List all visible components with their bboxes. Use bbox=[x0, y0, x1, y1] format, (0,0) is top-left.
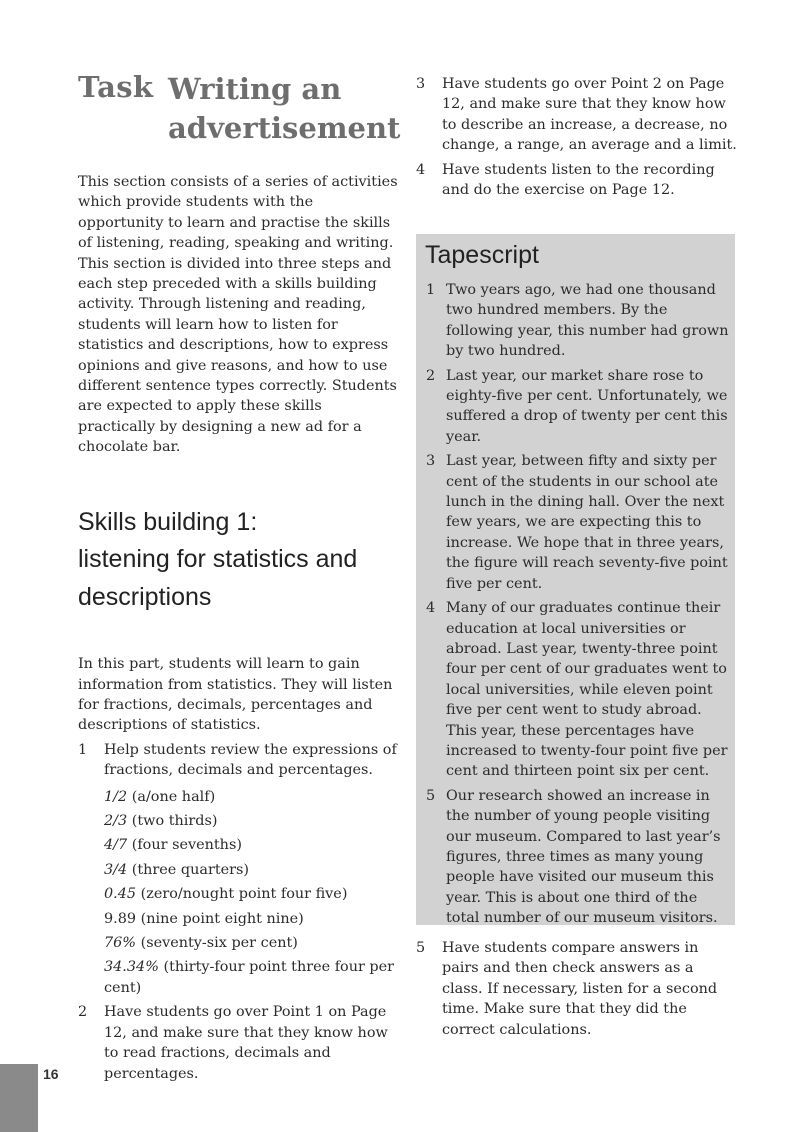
skills-intro: In this part, students will learn to gain information from statistics. They will listen for fractions, decimals, percentages and descriptions of statistics. bbox=[78, 656, 393, 734]
step-text: Have students go over Point 2 on Page 12, and make sure that they know how to describe an increase, a decrease, no change, a range, an average and a limit. bbox=[442, 76, 737, 154]
skills-heading-line-1: Skills building 1: bbox=[78, 507, 258, 536]
tapescript-text: Two years ago, we had one thousand two hundred members. By the following year, this number had grown by two hundred. bbox=[446, 282, 729, 360]
step-number: 1 bbox=[78, 741, 88, 758]
expression-value: 3/4 bbox=[104, 861, 128, 878]
task-name: Writing an advertisement bbox=[168, 72, 401, 145]
list-item bbox=[78, 1002, 398, 1084]
tapescript-list bbox=[416, 280, 735, 929]
list-item bbox=[416, 938, 738, 1040]
expressions-list bbox=[104, 787, 398, 999]
list-item bbox=[416, 160, 738, 201]
task-label: Task bbox=[78, 70, 154, 104]
expression-value: 2/3 bbox=[104, 813, 128, 830]
step-text: Have students listen to the recording and do the exercise on Page 12. bbox=[442, 161, 715, 199]
skills-heading-line-3: descriptions bbox=[78, 582, 212, 611]
list-item bbox=[104, 909, 398, 929]
list-item bbox=[426, 786, 731, 929]
task-title bbox=[78, 70, 401, 150]
expression-reading: (seventy-six per cent) bbox=[136, 935, 298, 952]
expression-value: 76% bbox=[104, 935, 136, 952]
page-number: 16 bbox=[43, 1066, 59, 1082]
step-number: 5 bbox=[416, 940, 426, 956]
expression-value: 4/7 bbox=[104, 837, 128, 854]
expression-value: 1/2 bbox=[104, 788, 128, 805]
tapescript-text: Last year, between fifty and sixty per cent of the students in our school ate lunch in the dining hall. Over the next few years, we are expecting this to increase. We hope that in three years, the figure will reach seventy-five point five per cent. bbox=[446, 453, 728, 592]
left-column bbox=[78, 70, 401, 1088]
list-item bbox=[426, 280, 731, 362]
list-item bbox=[104, 933, 398, 953]
expression-reading: (a/one half) bbox=[127, 788, 216, 805]
expression-reading: (nine point eight nine) bbox=[136, 910, 304, 927]
expression-value: 34.34% bbox=[104, 959, 159, 976]
list-item bbox=[104, 884, 398, 904]
tapescript-text: Many of our graduates continue their education at local universities or abroad. Last year, twenty-three point four per cent of our graduates went to local universities, while eleven point five per cent went to study abroad. This year, these percentages have increased to twenty-four point five per cent and thirteen point six per cent. bbox=[446, 600, 728, 780]
tapescript-box bbox=[416, 234, 735, 925]
step-number: 3 bbox=[416, 76, 426, 92]
tapescript-text: Last year, our market share rose to eighty-five per cent. Unfortunately, we suffered a drop of twenty per cent this year. bbox=[446, 367, 728, 445]
expression-reading: (four sevenths) bbox=[127, 837, 242, 854]
list-item bbox=[104, 811, 398, 831]
list-item bbox=[104, 860, 398, 880]
list-item bbox=[104, 957, 398, 998]
expression-value: 0.45 bbox=[104, 886, 137, 903]
list-item bbox=[426, 366, 731, 448]
expression-value: 9.89 bbox=[104, 910, 137, 927]
tapescript-number: 3 bbox=[426, 453, 436, 470]
tapescript-number: 2 bbox=[426, 367, 436, 384]
expression-reading: (thirty-four point three four per cent) bbox=[104, 959, 395, 996]
list-item bbox=[426, 451, 731, 594]
tapescript-title: Tapescript bbox=[425, 241, 539, 269]
step-text: Have students go over Point 1 on Page 12, and make sure that they know how to read fractions, decimals and percentages. bbox=[104, 1004, 388, 1082]
list-item bbox=[104, 835, 398, 855]
after-tapescript bbox=[416, 938, 738, 1044]
tapescript-number: 5 bbox=[426, 787, 436, 804]
right-column bbox=[416, 74, 738, 204]
page-tab bbox=[0, 1064, 38, 1132]
list-item bbox=[426, 598, 731, 782]
step-text: Help students review the expressions of fractions, decimals and percentages. bbox=[104, 741, 397, 779]
expression-reading: (two thirds) bbox=[127, 813, 218, 830]
section-intro: This section consists of a series of activities which provide students with the opportunity to learn and practise the skills of listening, reading, speaking and writing. This section is divided into three steps and each step preceded with a skills building activity. Through listening and reading, students will learn how to listen for statistics and descriptions, how to express opinions and give reasons, and how to use different sentence types correctly. Students are expected to apply these skills practically by designing a new ad for a chocolate bar. bbox=[78, 174, 398, 456]
skills-heading bbox=[78, 504, 398, 617]
expression-reading: (three quarters) bbox=[127, 861, 250, 878]
expression-reading: (zero/nought point four five) bbox=[136, 886, 348, 903]
step-number: 4 bbox=[416, 161, 426, 178]
steps-list-left bbox=[78, 740, 398, 1084]
step-number: 2 bbox=[78, 1004, 88, 1021]
tapescript-number: 4 bbox=[426, 600, 436, 617]
skills-heading-line-2: listening for statistics and bbox=[78, 545, 358, 574]
list-item bbox=[104, 787, 398, 807]
list-item bbox=[416, 74, 738, 156]
step-text: Have students compare answers in pairs and then check answers as a class. If necessary, listen for a second time. Make sure that they did the correct calculations. bbox=[442, 940, 718, 1038]
tapescript-number: 1 bbox=[426, 282, 436, 298]
list-item bbox=[78, 740, 398, 998]
tapescript-text: Our research showed an increase in the number of young people visiting our museum. Compared to last year’s figures, three times as many young people have visited our museum this year. This is about one third of the total number of our museum visitors. bbox=[446, 787, 721, 927]
